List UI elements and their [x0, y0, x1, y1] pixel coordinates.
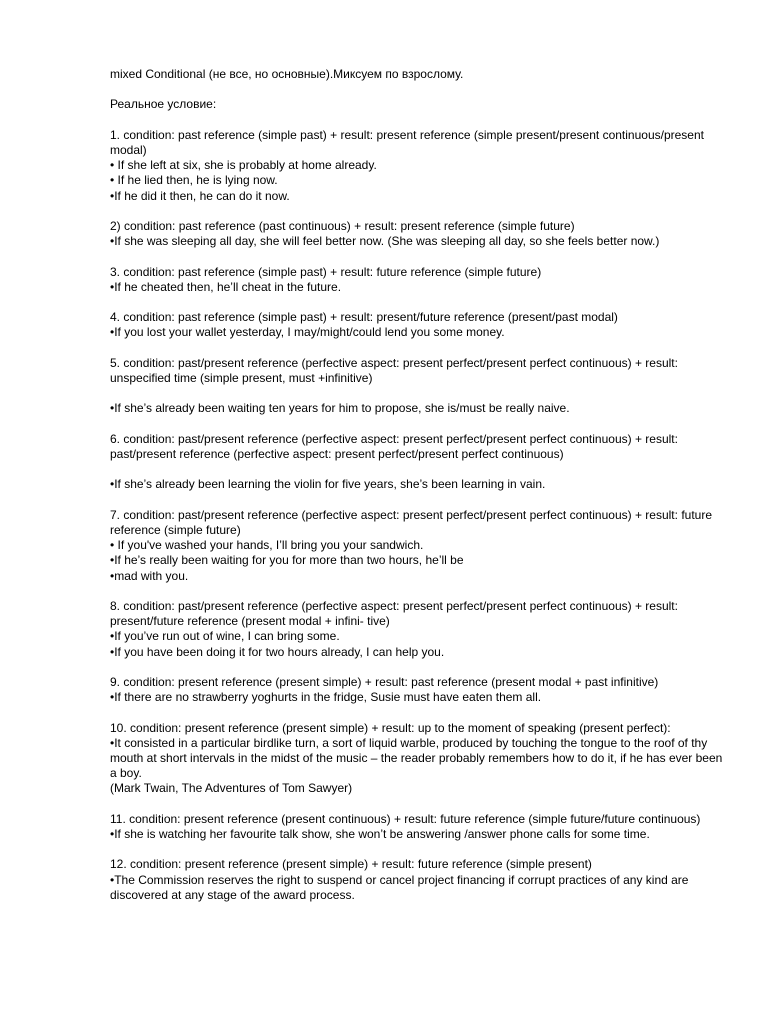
example-line: •If she’s already been waiting ten years for him to propose, she is/must be really naive. [110, 401, 570, 416]
rule-heading: 8. condition: past/present reference (perfective aspect: present perfect/present perfect continuous) + result: present/future reference (present modal + infini- tive) [110, 598, 678, 629]
example-line: •If she was sleeping all day, she will feel better now. (She was sleeping all day, so she feels better now.) [110, 234, 660, 249]
document-page [110, 67, 724, 918]
example-line: •If there are no strawberry yoghurts in the fridge, Susie must have eaten them all. [110, 690, 542, 705]
example-line: •If he’s really been waiting for you for more than two hours, he’ll be [110, 553, 464, 568]
rule-section-9 [110, 675, 724, 705]
rule-heading: 5. condition: past/present reference (perfective aspect: present perfect/present perfect continuous) + result: unspecified time (simple present, must +infinitive) [110, 355, 678, 385]
example-line: •If you lost your wallet yesterday, I may/might/could lend you some money. [110, 325, 505, 340]
example-line: •If you’ve run out of wine, I can bring some. [110, 629, 340, 644]
example-line: • If he lied then, he is lying now. [110, 173, 278, 188]
example-line: • If she left at six, she is probably at home already. [110, 158, 377, 173]
rule-heading: 7. condition: past/present reference (perfective aspect: present perfect/present perfect continuous) + result: future reference (simple future) [110, 507, 712, 537]
rule-section-6 [110, 432, 724, 493]
rule-section-12 [110, 857, 724, 903]
rule-heading: 12. condition: present reference (present simple) + result: future reference (simple present) [110, 857, 592, 872]
rule-section-10 [110, 721, 724, 797]
rule-section-5 [110, 356, 724, 417]
rule-section-4 [110, 310, 724, 340]
document-subtitle: Реальное условие: [110, 97, 217, 112]
example-line: •If she’s already been learning the violin for five years, she’s been learning in vain. [110, 477, 546, 492]
rule-section-1 [110, 128, 724, 204]
rule-section-8 [110, 599, 724, 660]
example-line: • If you've washed your hands, I’ll bring you your sandwich. [110, 538, 424, 553]
document-title: mixed Conditional (не все, но основные).Миксуем по взрослому. [110, 67, 464, 81]
rule-section-11 [110, 812, 724, 842]
rule-heading: 6. condition: past/present reference (perfective aspect: present perfect/present perfect continuous) + result: past/present reference (perfective aspect: present perfect/present perfect continuous) [110, 431, 678, 461]
example-line: •It consisted in a particular birdlike turn, a sort of liquid warble, produced by touching the tongue to the roof of thy mouth at short intervals in the midst of the music – the reader probably remembers how to do it, if he has ever been a boy. [110, 735, 723, 781]
rule-heading: 2) condition: past reference (past continuous) + result: present reference (simple future) [110, 218, 575, 233]
rule-heading: 9. condition: present reference (present simple) + result: past reference (present modal + past infinitive) [110, 674, 659, 689]
rule-section-2 [110, 219, 724, 249]
citation-line: (Mark Twain, The Adventures of Tom Sawyer) [110, 781, 353, 796]
rule-section-7 [110, 508, 724, 584]
rule-heading: 1. condition: past reference (simple past) + result: present reference (simple present/present continuous/present modal) [110, 127, 704, 157]
example-line: •mad with you. [110, 568, 189, 583]
rule-heading: 4. condition: past reference (simple past) + result: present/future reference (present/past modal) [110, 310, 618, 325]
example-line: •The Commission reserves the right to suspend or cancel project financing if corrupt practices of any kind are discovered at any stage of the award process. [110, 872, 689, 902]
example-line: •If she is watching her favourite talk show, she won’t be answering /answer phone calls for some time. [110, 826, 650, 841]
example-line: •If he cheated then, he’ll cheat in the future. [110, 279, 342, 294]
rule-heading: 11. condition: present reference (present continuous) + result: future reference (simple future/future continuous) [110, 811, 701, 826]
example-line: •If he did it then, he can do it now. [110, 188, 290, 203]
rule-heading: 10. condition: present reference (present simple) + result: up to the moment of speaking (present perfect): [110, 720, 671, 735]
example-line: •If you have been doing it for two hours already, I can help you. [110, 644, 445, 659]
rule-section-3 [110, 265, 724, 295]
rule-heading: 3. condition: past reference (simple past) + result: future reference (simple future) [110, 264, 542, 279]
